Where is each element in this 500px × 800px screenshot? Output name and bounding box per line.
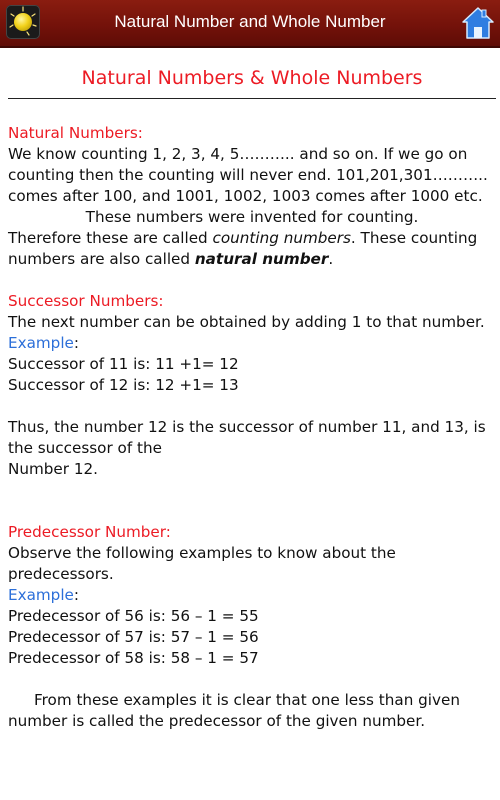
successor-heading: Successor Numbers: xyxy=(8,292,164,310)
successor-conclusion-end: Number 12. xyxy=(8,460,98,478)
natural-numbers-invented-line: These numbers were invented for counting. xyxy=(85,208,419,226)
home-icon xyxy=(460,5,496,41)
successor-conclusion: Thus, the number 12 is the successor of number 11, and 13, is the successor of the xyxy=(8,418,486,457)
counting-numbers-term: counting numbers xyxy=(212,229,351,247)
successor-example-2: Successor of 12 is: 12 +1= 13 xyxy=(8,376,239,394)
home-button[interactable] xyxy=(460,5,496,41)
natural-numbers-paragraph: We know counting 1, 2, 3, 4, 5……….. and so on. If we go on counting then the counting will never end. 101,201,301……….. comes after 100, and 1001, 1002, 1003 comes after 1000 etc. xyxy=(8,145,488,205)
app-bar xyxy=(0,0,500,48)
definition-text-3: . xyxy=(328,250,334,268)
predecessor-example-2: Predecessor of 57 is: 57 – 1 = 56 xyxy=(8,628,259,646)
successor-example-1: Successor of 11 is: 11 +1= 12 xyxy=(8,355,239,373)
example-label: Example xyxy=(8,334,74,352)
predecessor-heading: Predecessor Number: xyxy=(8,523,171,541)
predecessor-example-3: Predecessor of 58 is: 58 – 1 = 57 xyxy=(8,649,259,667)
predecessor-conclusion: From these examples it is clear that one less than given number is called the predecessor of the given number. xyxy=(8,691,460,730)
definition-text-1: Therefore these are called xyxy=(8,229,213,247)
successor-example-label: Example: xyxy=(8,334,80,352)
definition-text-2: . These counting numbers are also called xyxy=(8,229,478,268)
app-title: Natural Number and Whole Number xyxy=(114,12,386,31)
predecessor-intro: Observe the following examples to know about the predecessors. xyxy=(8,544,396,583)
page-title: Natural Numbers & Whole Numbers xyxy=(8,66,496,99)
natural-number-term: natural number xyxy=(194,250,329,268)
predecessor-example-label: Example: xyxy=(8,586,80,604)
predecessor-example-1: Predecessor of 56 is: 56 – 1 = 55 xyxy=(8,607,259,625)
natural-numbers-definition xyxy=(8,228,496,270)
example-label: Example xyxy=(8,586,74,604)
article xyxy=(8,66,496,732)
sparkler-ball-icon[interactable] xyxy=(6,5,40,39)
natural-numbers-heading: Natural Numbers: xyxy=(8,124,143,142)
successor-intro: The next number can be obtained by adding 1 to that number. xyxy=(8,313,485,331)
